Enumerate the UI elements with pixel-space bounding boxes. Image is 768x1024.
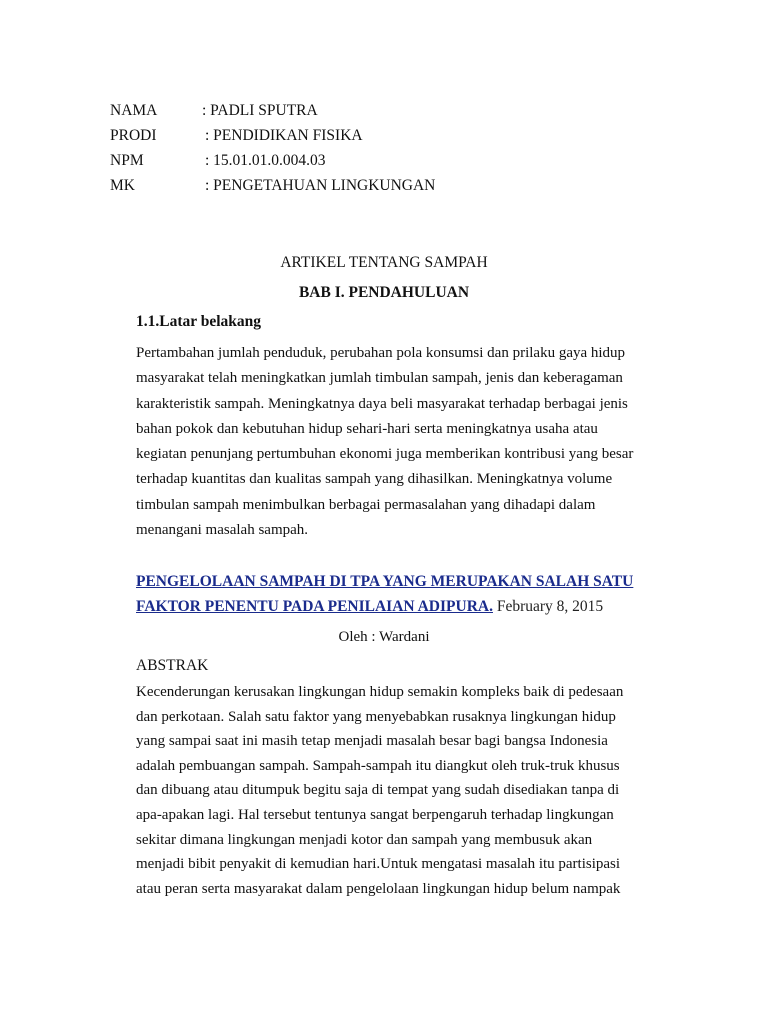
abstract-line: yang sampai saat ini masih tetap menjadi masalah besar bagi bangsa Indonesia [136, 733, 608, 750]
abstract-line: atau peran serta masyarakat dalam pengelolaan lingkungan hidup belum nampak [136, 880, 621, 897]
author-line: Oleh : Wardani [338, 629, 430, 645]
article-link-line-2[interactable]: FAKTOR PENENTU PADA PENILAIAN ADIPURA. [136, 598, 493, 615]
mk-label: MK [110, 177, 135, 194]
paragraph-line: karakteristik sampah. Meningkatnya daya beli masyarakat terhadap berbagai jenis [136, 395, 628, 412]
npm-value: : 15.01.01.0.004.03 [205, 152, 326, 169]
paragraph-line: timbulan sampah menimbulkan berbagai permasalahan yang dihadapi dalam [136, 496, 596, 513]
abstract-line: Kecenderungan kerusakan lingkungan hidup semakin kompleks baik di pedesaan [136, 684, 624, 700]
chapter-title: BAB I. PENDAHULUAN [298, 284, 470, 301]
abstract-line: sekitar dimana lingkungan menjadi kotor dan sampah yang membusuk akan [136, 831, 593, 848]
mk-value: : PENGETAHUAN LINGKUNGAN [205, 177, 436, 194]
paragraph-line: Pertambahan jumlah penduduk, perubahan pola konsumsi dan prilaku gaya hidup [136, 345, 626, 361]
abstract-line: dan dibuang atau ditumpuk begitu saja di tempat yang sudah disediakan tanpa di [136, 782, 620, 799]
abstract-line: dan perkotaan. Salah satu faktor yang menyebabkan rusaknya lingkungan hidup [136, 708, 616, 725]
abstract-heading: ABSTRAK [136, 657, 209, 674]
paragraph-line: masyarakat telah meningkatkan jumlah timbulan sampah, jenis dan keberagaman [136, 370, 623, 387]
paragraph-line: bahan pokok dan kebutuhan hidup sehari-hari serta meningkatnya usaha atau [136, 420, 598, 437]
abstract-line: adalah pembuangan sampah. Sampah-sampah itu diangkut oleh truk-truk khusus [136, 757, 620, 774]
abstract-paragraph [136, 680, 666, 901]
npm-label: NPM [110, 152, 144, 169]
section-heading: 1.1.Latar belakang [136, 313, 262, 330]
paragraph-line: kegiatan penunjang pertumbuhan ekonomi juga memberikan kontribusi yang besar [136, 446, 634, 463]
abstract-line: menjadi bibit penyakit di kemudian hari.Untuk mengatasi masalah itu partisipasi [136, 856, 621, 873]
prodi-label: PRODI [110, 127, 157, 144]
article-title: ARTIKEL TENTANG SAMPAH [280, 254, 488, 271]
publish-date: February 8, 2015 [492, 598, 604, 615]
nama-value: : PADLI SPUTRA [202, 102, 318, 119]
prodi-value: : PENDIDIKAN FISIKA [205, 127, 363, 144]
article-link-block [136, 569, 676, 619]
paragraph-line: terhadap kuantitas dan kualitas sampah yang dihasilkan. Meningkatnya volume [136, 471, 613, 488]
abstract-line: apa-apakan lagi. Hal tersebut tentunya sangat berpengaruh terhadap lingkungan [136, 806, 614, 823]
paragraph-line: menangani masalah sampah. [136, 522, 309, 539]
background-paragraph [136, 341, 666, 543]
article-link-line-1[interactable]: PENGELOLAAN SAMPAH DI TPA YANG MERUPAKAN SALAH SATU [136, 573, 634, 590]
nama-label: NAMA [110, 102, 158, 119]
